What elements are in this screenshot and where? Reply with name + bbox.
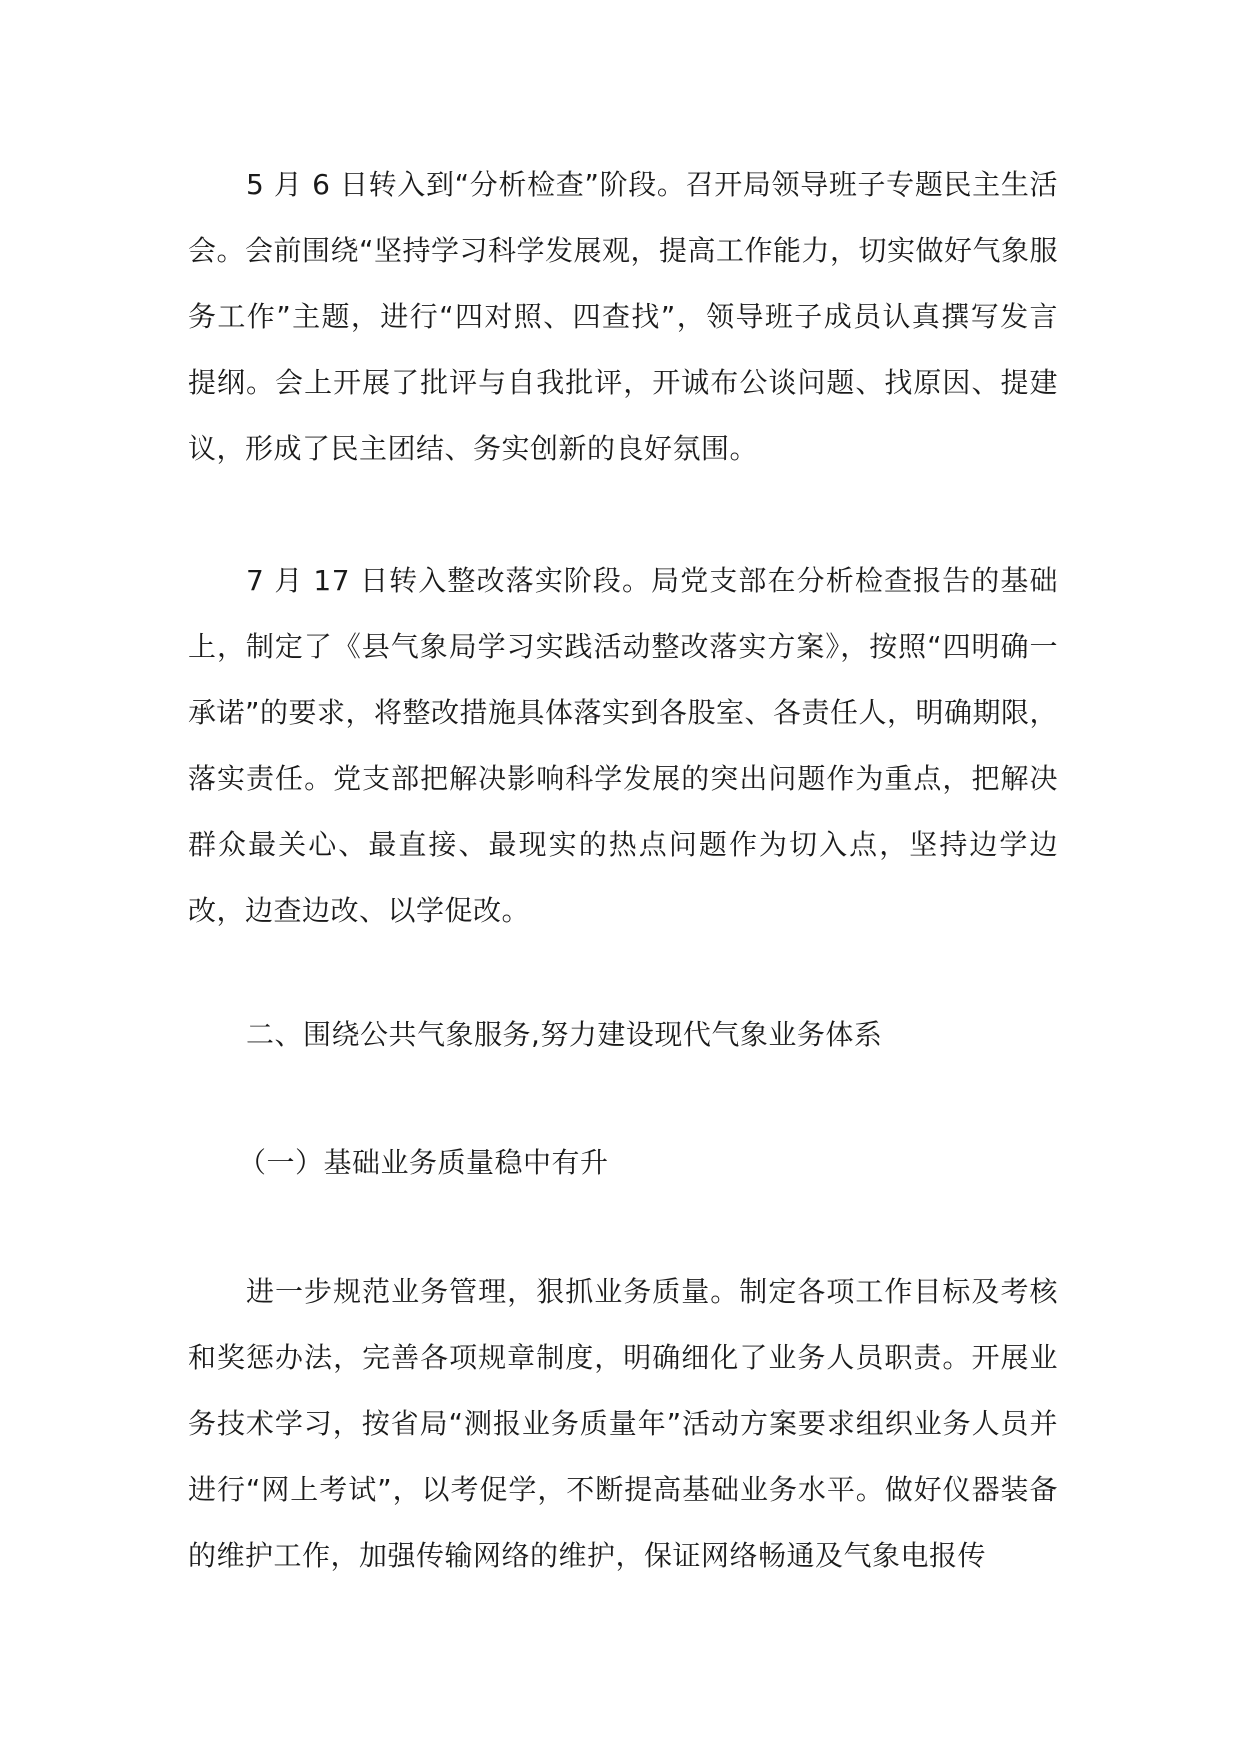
paragraph-rectification-stage: 7 月 17 日转入整改落实阶段。局党支部在分析检查报告的基础上，制定了《县气象局学习实践活动整改落实方案》，按照“四明确一承诺”的要求，将整改措施具体落实到各股室、各责任人，明确期限，落实责任。党支部把解决影响科学发展的突出问题作为重点，把解决群众最关心、最直接、最现实的热点问题作为切入点，坚持边学边改，边查边改、以学促改。 [188, 564, 1059, 927]
paragraph-analysis-stage: 5 月 6 日转入到“分析检查”阶段。召开局领导班子专题民主生活会。会前围绕“坚持学习科学发展观，提高工作能力，切实做好气象服务工作”主题，进行“四对照、四查找”，领导班子成员认真撰写发言提纲。会上开展了批评与自我批评，开诚布公谈问题、找原因、提建议，形成了民主团结、务实创新的良好氛围。 [188, 168, 1059, 465]
paragraph-business-management: 进一步规范业务管理，狠抓业务质量。制定各项工作目标及考核和奖惩办法，完善各项规章制度，明确细化了业务人员职责。开展业务技术学习，按省局“测报业务质量年”活动方案要求组织业务人员并进行“网上考试”，以考促学，不断提高基础业务水平。做好仪器装备的维护工作，加强传输网络的维护，保证网络畅通及气象电报传 [188, 1275, 1058, 1572]
section-heading: 二、围绕公共气象服务,努力建设现代气象业务体系 [246, 1018, 883, 1051]
subsection-heading: （一）基础业务质量稳中有升 [238, 1146, 609, 1179]
